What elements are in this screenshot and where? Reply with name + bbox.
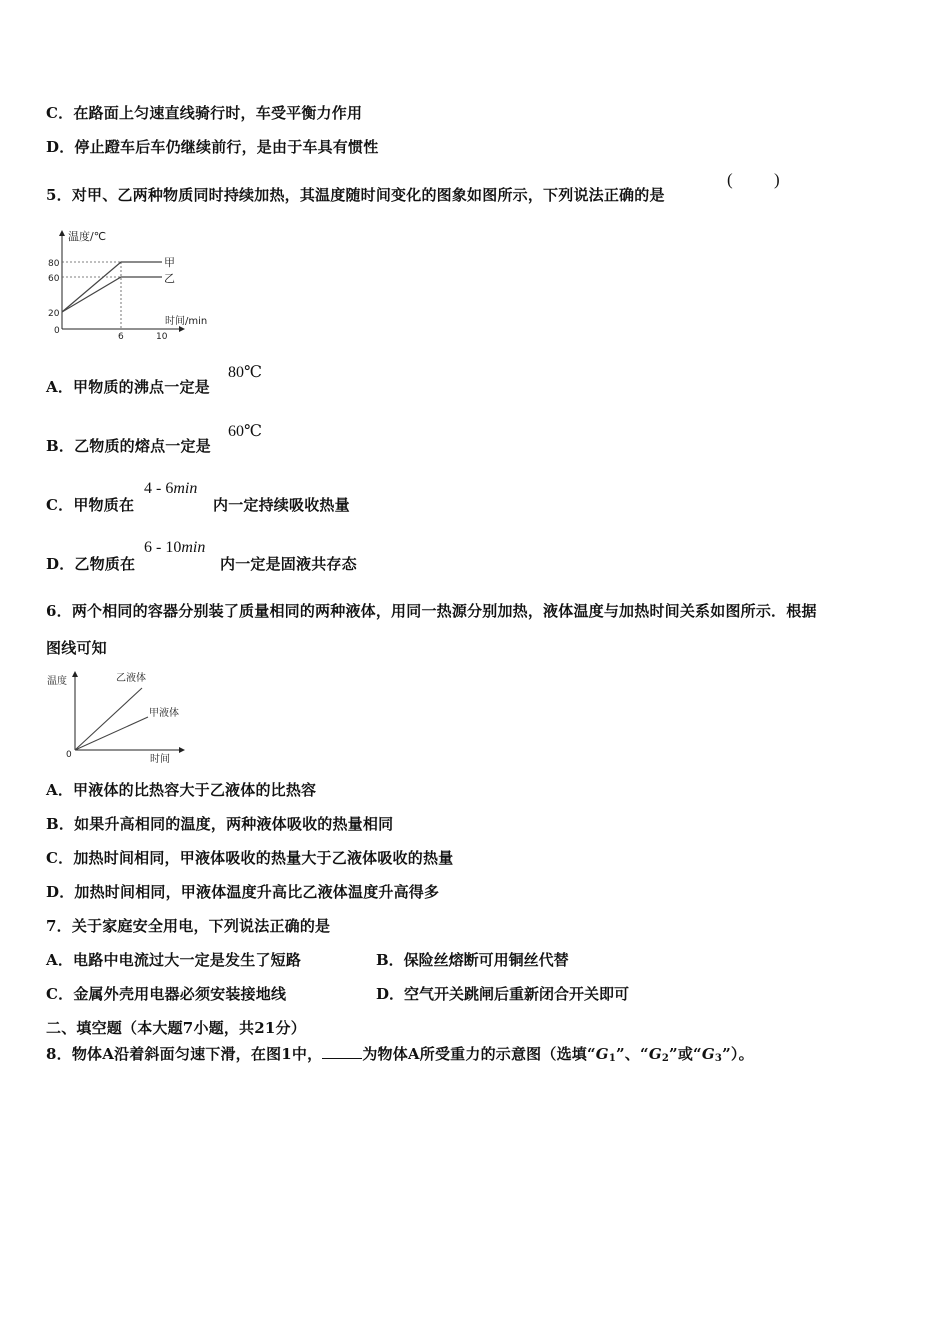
q5-stem: 5．对甲、乙两种物质同时持续加热，其温度随时间变化的图象如图所示，下列说法正确的是 <box>46 186 665 204</box>
q6-option-d: D．加热时间相同，甲液体温度升高比乙液体温度升高得多 <box>46 883 440 901</box>
q5-origin: 0 <box>54 326 60 336</box>
q5-ylabel: 温度/℃ <box>68 230 107 243</box>
q5-option-d-math: 6 - 10min <box>144 539 206 556</box>
q5-series-yi <box>62 277 162 312</box>
q5-legend-jia: 甲 <box>164 256 175 269</box>
q5-tick-10: 10 <box>156 332 168 342</box>
q6-series-jia <box>75 717 148 750</box>
q7-option-a: A．电路中电流过大一定是发生了短路 <box>46 951 302 969</box>
q5-option-b: B．乙物质的熔点一定是 <box>46 437 211 455</box>
q6-option-c: C．加热时间相同，甲液体吸收的热量大于乙液体吸收的热量 <box>46 849 454 867</box>
q5-graph <box>40 225 220 345</box>
q7-option-d: D．空气开关跳闸后重新闭合开关即可 <box>376 985 630 1003</box>
q5-option-c-math: 4 - 6min <box>144 480 198 497</box>
q6-graph <box>44 668 194 766</box>
q8-answer-blank[interactable] <box>322 1046 362 1059</box>
q5-option-a: A．甲物质的沸点一定是 <box>46 378 210 396</box>
q7-stem: 7．关于家庭安全用电，下列说法正确的是 <box>46 917 331 935</box>
q5-option-c-tail: 内一定持续吸收热量 <box>213 496 350 514</box>
section-2-title: 二、填空题（本大题7小题，共21分） <box>46 1019 306 1037</box>
q5-paren-close: ) <box>774 170 780 189</box>
q5-series-jia <box>62 262 162 312</box>
q6-legend-jia: 甲液体 <box>149 708 179 719</box>
q6-option-a: A．甲液体的比热容大于乙液体的比热容 <box>46 781 317 799</box>
q5-tick-60: 60 <box>48 274 60 284</box>
q4-option-d: D．停止蹬车后车仍继续前行，是由于车具有惯性 <box>46 138 379 156</box>
q5-tick-20: 20 <box>48 309 60 319</box>
q4-option-c: C．在路面上匀速直线骑行时，车受平衡力作用 <box>46 104 363 122</box>
q6-origin: 0 <box>66 750 72 760</box>
q6-ylabel: 温度 <box>47 676 67 687</box>
q6-legend-yi: 乙液体 <box>116 673 146 684</box>
q7-option-b: B．保险丝熔断可用铜丝代替 <box>376 951 569 969</box>
q5-option-d: D．乙物质在 <box>46 555 136 573</box>
q5-tick-80: 80 <box>48 259 60 269</box>
q8-stem: 8．物体A沿着斜面匀速下滑，在图1中， 为物体A所受重力的示意图（选填“$G_1$”、“$G_2$”或“$G_3$”）。 <box>46 1045 754 1064</box>
q5-xlabel: 时间/min <box>165 316 208 327</box>
q5-option-d-tail: 内一定是固液共存态 <box>220 555 357 573</box>
q5-paren-open: ( <box>727 170 733 189</box>
q6-series-yi <box>75 688 142 750</box>
q6-stem-line2: 图线可知 <box>46 639 107 657</box>
q6-option-b: B．如果升高相同的温度，两种液体吸收的热量相同 <box>46 815 394 833</box>
q6-xlabel: 时间 <box>150 754 170 765</box>
q5-tick-6: 6 <box>118 332 124 342</box>
q5-option-c: C．甲物质在 <box>46 496 135 514</box>
q5-option-b-math: 60℃ <box>228 423 262 440</box>
q5-legend-yi: 乙 <box>164 272 175 285</box>
q6-stem-line1: 6．两个相同的容器分别装了质量相同的两种液体，用同一热源分别加热，液体温度与加热时间关系如图所示．根据 <box>46 602 817 620</box>
q7-option-c: C．金属外壳用电器必须安装接地线 <box>46 985 287 1003</box>
q5-option-a-math: 80℃ <box>228 364 262 381</box>
